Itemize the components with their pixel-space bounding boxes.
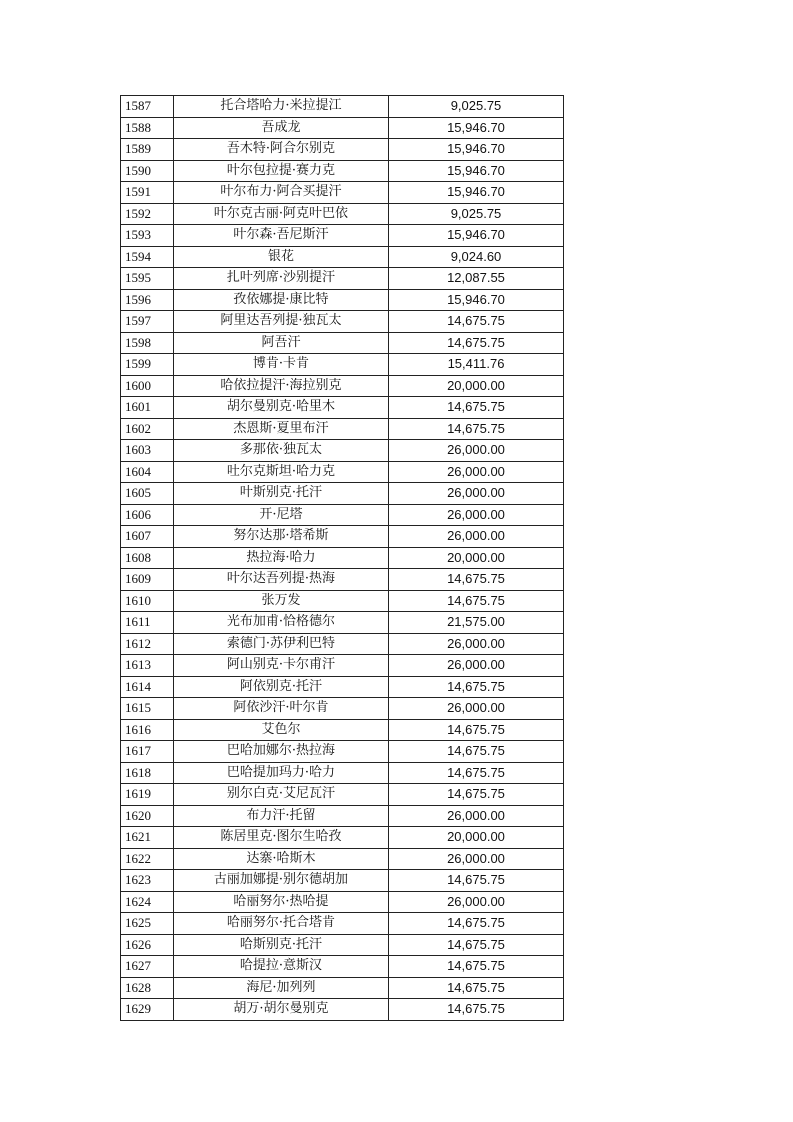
table-row	[121, 311, 564, 333]
amount-cell: 15,946.70	[389, 117, 564, 139]
table-row	[121, 784, 564, 806]
name-cell: 努尔达那·塔希斯	[174, 526, 389, 548]
amount-cell: 9,025.75	[389, 96, 564, 118]
table-row	[121, 268, 564, 290]
name-cell: 光布加甫·恰格德尔	[174, 612, 389, 634]
name-cell: 叶尔布力·阿合买提汗	[174, 182, 389, 204]
amount-cell: 26,000.00	[389, 504, 564, 526]
amount-cell: 14,675.75	[389, 719, 564, 741]
name-cell: 巴哈提加玛力·哈力	[174, 762, 389, 784]
name-cell: 开·尼塔	[174, 504, 389, 526]
row-id-cell: 1607	[121, 526, 174, 548]
row-id-cell: 1622	[121, 848, 174, 870]
name-cell: 吐尔克斯坦·哈力克	[174, 461, 389, 483]
table-row	[121, 999, 564, 1021]
row-id-cell: 1606	[121, 504, 174, 526]
row-id-cell: 1601	[121, 397, 174, 419]
amount-cell: 14,675.75	[389, 569, 564, 591]
amount-cell: 15,946.70	[389, 160, 564, 182]
table-row	[121, 96, 564, 118]
amount-cell: 26,000.00	[389, 891, 564, 913]
row-id-cell: 1599	[121, 354, 174, 376]
name-cell: 海尼·加列列	[174, 977, 389, 999]
row-id-cell: 1614	[121, 676, 174, 698]
name-cell: 热拉海·哈力	[174, 547, 389, 569]
name-cell: 艾色尔	[174, 719, 389, 741]
row-id-cell: 1605	[121, 483, 174, 505]
row-id-cell: 1590	[121, 160, 174, 182]
table-row	[121, 203, 564, 225]
table-row	[121, 440, 564, 462]
row-id-cell: 1587	[121, 96, 174, 118]
row-id-cell: 1600	[121, 375, 174, 397]
table-row	[121, 590, 564, 612]
table-row	[121, 612, 564, 634]
table-row	[121, 827, 564, 849]
amount-cell: 14,675.75	[389, 934, 564, 956]
row-id-cell: 1595	[121, 268, 174, 290]
name-cell: 叶尔克古丽·阿克叶巴依	[174, 203, 389, 225]
row-id-cell: 1627	[121, 956, 174, 978]
name-cell: 叶尔森·吾尼斯汗	[174, 225, 389, 247]
row-id-cell: 1615	[121, 698, 174, 720]
amount-cell: 14,675.75	[389, 741, 564, 763]
table-row	[121, 848, 564, 870]
row-id-cell: 1603	[121, 440, 174, 462]
amount-cell: 14,675.75	[389, 590, 564, 612]
data-table	[120, 95, 564, 1021]
name-cell: 叶尔包拉提·赛力克	[174, 160, 389, 182]
amount-cell: 15,411.76	[389, 354, 564, 376]
name-cell: 哈丽努尔·托合塔肯	[174, 913, 389, 935]
name-cell: 巴哈加娜尔·热拉海	[174, 741, 389, 763]
amount-cell: 15,946.70	[389, 139, 564, 161]
table-row	[121, 698, 564, 720]
table-row	[121, 483, 564, 505]
amount-cell: 26,000.00	[389, 633, 564, 655]
amount-cell: 26,000.00	[389, 698, 564, 720]
amount-cell: 14,675.75	[389, 870, 564, 892]
table-row	[121, 655, 564, 677]
name-cell: 托合塔哈力·米拉提江	[174, 96, 389, 118]
amount-cell: 14,675.75	[389, 311, 564, 333]
table-row	[121, 289, 564, 311]
table-row	[121, 182, 564, 204]
row-id-cell: 1589	[121, 139, 174, 161]
row-id-cell: 1594	[121, 246, 174, 268]
amount-cell: 14,675.75	[389, 762, 564, 784]
table-row	[121, 956, 564, 978]
row-id-cell: 1619	[121, 784, 174, 806]
amount-cell: 20,000.00	[389, 375, 564, 397]
row-id-cell: 1591	[121, 182, 174, 204]
row-id-cell: 1626	[121, 934, 174, 956]
row-id-cell: 1602	[121, 418, 174, 440]
name-cell: 阿依别克·托汗	[174, 676, 389, 698]
name-cell: 孜依娜提·康比特	[174, 289, 389, 311]
name-cell: 博肯·卡肯	[174, 354, 389, 376]
name-cell: 达寨·哈斯木	[174, 848, 389, 870]
table-row	[121, 332, 564, 354]
row-id-cell: 1624	[121, 891, 174, 913]
table-row	[121, 633, 564, 655]
amount-cell: 15,946.70	[389, 289, 564, 311]
row-id-cell: 1628	[121, 977, 174, 999]
amount-cell: 9,025.75	[389, 203, 564, 225]
amount-cell: 14,675.75	[389, 999, 564, 1021]
table-row	[121, 547, 564, 569]
name-cell: 阿山别克·卡尔甫汗	[174, 655, 389, 677]
name-cell: 布力汗·托留	[174, 805, 389, 827]
name-cell: 多那依·独瓦太	[174, 440, 389, 462]
row-id-cell: 1621	[121, 827, 174, 849]
name-cell: 古丽加娜提·别尔德胡加	[174, 870, 389, 892]
amount-cell: 26,000.00	[389, 848, 564, 870]
row-id-cell: 1610	[121, 590, 174, 612]
amount-cell: 9,024.60	[389, 246, 564, 268]
amount-cell: 20,000.00	[389, 827, 564, 849]
table-row	[121, 397, 564, 419]
name-cell: 阿吾汗	[174, 332, 389, 354]
amount-cell: 14,675.75	[389, 418, 564, 440]
amount-cell: 26,000.00	[389, 440, 564, 462]
row-id-cell: 1608	[121, 547, 174, 569]
amount-cell: 14,675.75	[389, 977, 564, 999]
name-cell: 阿里达吾列提·独瓦太	[174, 311, 389, 333]
table-row	[121, 977, 564, 999]
amount-cell: 26,000.00	[389, 526, 564, 548]
table-row	[121, 913, 564, 935]
table-row	[121, 526, 564, 548]
table-row	[121, 741, 564, 763]
row-id-cell: 1617	[121, 741, 174, 763]
row-id-cell: 1596	[121, 289, 174, 311]
amount-cell: 20,000.00	[389, 547, 564, 569]
name-cell: 银花	[174, 246, 389, 268]
row-id-cell: 1598	[121, 332, 174, 354]
table-row	[121, 504, 564, 526]
amount-cell: 14,675.75	[389, 956, 564, 978]
table-row	[121, 676, 564, 698]
row-id-cell: 1611	[121, 612, 174, 634]
name-cell: 吾成龙	[174, 117, 389, 139]
amount-cell: 14,675.75	[389, 397, 564, 419]
name-cell: 叶斯别克·托汗	[174, 483, 389, 505]
amount-cell: 14,675.75	[389, 913, 564, 935]
table-row	[121, 762, 564, 784]
name-cell: 哈斯别克·托汗	[174, 934, 389, 956]
name-cell: 别尔白克·艾尼瓦汗	[174, 784, 389, 806]
table-row	[121, 934, 564, 956]
name-cell: 阿依沙汗·叶尔肯	[174, 698, 389, 720]
row-id-cell: 1593	[121, 225, 174, 247]
amount-cell: 15,946.70	[389, 225, 564, 247]
row-id-cell: 1620	[121, 805, 174, 827]
row-id-cell: 1592	[121, 203, 174, 225]
table-row	[121, 891, 564, 913]
amount-cell: 12,087.55	[389, 268, 564, 290]
name-cell: 杰恩斯·夏里布汗	[174, 418, 389, 440]
amount-cell: 21,575.00	[389, 612, 564, 634]
amount-cell: 26,000.00	[389, 805, 564, 827]
table-row	[121, 139, 564, 161]
table-row	[121, 354, 564, 376]
name-cell: 胡尔曼别克·哈里木	[174, 397, 389, 419]
name-cell: 哈依拉提汗·海拉别克	[174, 375, 389, 397]
table-row	[121, 225, 564, 247]
row-id-cell: 1597	[121, 311, 174, 333]
amount-cell: 14,675.75	[389, 676, 564, 698]
table-row	[121, 805, 564, 827]
name-cell: 哈提拉·意斯汉	[174, 956, 389, 978]
amount-cell: 26,000.00	[389, 655, 564, 677]
name-cell: 扎叶列席·沙别提汗	[174, 268, 389, 290]
amount-cell: 14,675.75	[389, 332, 564, 354]
table-row	[121, 569, 564, 591]
row-id-cell: 1629	[121, 999, 174, 1021]
row-id-cell: 1616	[121, 719, 174, 741]
row-id-cell: 1604	[121, 461, 174, 483]
table-body	[121, 96, 564, 1021]
table-row	[121, 375, 564, 397]
row-id-cell: 1618	[121, 762, 174, 784]
table-row	[121, 418, 564, 440]
row-id-cell: 1623	[121, 870, 174, 892]
table-row	[121, 246, 564, 268]
name-cell: 吾木特·阿合尔别克	[174, 139, 389, 161]
amount-cell: 14,675.75	[389, 784, 564, 806]
name-cell: 陈居里克·图尔生哈孜	[174, 827, 389, 849]
name-cell: 索德门·苏伊利巴特	[174, 633, 389, 655]
name-cell: 叶尔达吾列提·热海	[174, 569, 389, 591]
amount-cell: 26,000.00	[389, 483, 564, 505]
table-row	[121, 870, 564, 892]
amount-cell: 26,000.00	[389, 461, 564, 483]
name-cell: 胡万·胡尔曼别克	[174, 999, 389, 1021]
table-row	[121, 461, 564, 483]
row-id-cell: 1588	[121, 117, 174, 139]
name-cell: 哈丽努尔·热哈提	[174, 891, 389, 913]
row-id-cell: 1612	[121, 633, 174, 655]
table-row	[121, 160, 564, 182]
table-row	[121, 719, 564, 741]
amount-cell: 15,946.70	[389, 182, 564, 204]
table-row	[121, 117, 564, 139]
row-id-cell: 1625	[121, 913, 174, 935]
row-id-cell: 1613	[121, 655, 174, 677]
name-cell: 张万发	[174, 590, 389, 612]
row-id-cell: 1609	[121, 569, 174, 591]
